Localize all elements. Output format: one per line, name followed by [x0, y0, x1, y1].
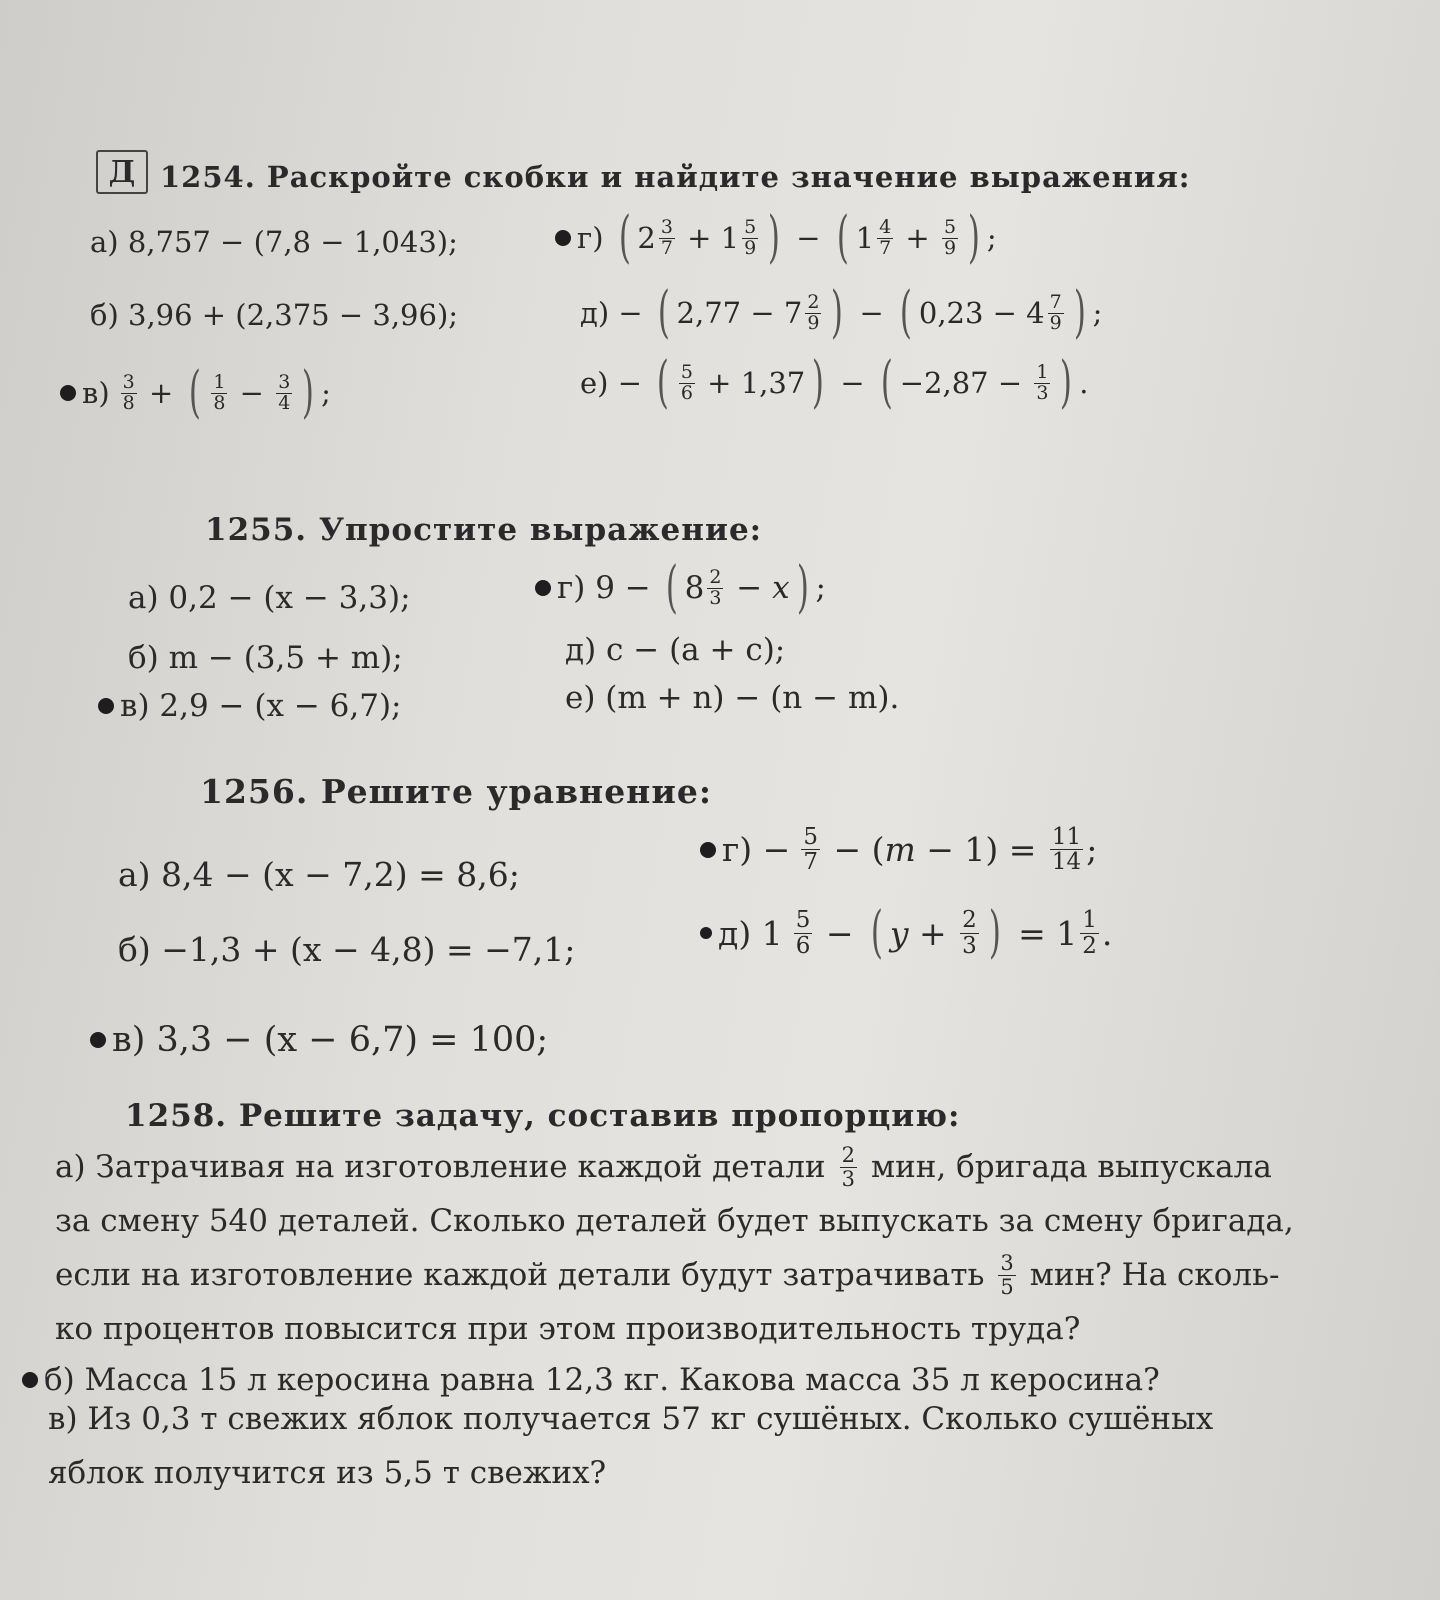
fraction: $\frac{2}{9}$ — [807, 290, 820, 334]
fraction: $\frac{3}{7}$ — [660, 215, 673, 259]
p1255-item-a: а) 0,2 − (x − 3,3); — [128, 580, 411, 616]
section-marker-icon: Д — [96, 150, 148, 194]
p1256-item-d: д) 1 $\frac{5}{6}$ − ( y + $\frac{2}{3}$ ) = 1 $\frac{1}{2}$ . — [700, 905, 1112, 961]
fraction: $\frac{7}{9}$ — [1049, 290, 1062, 334]
mark-dot-icon — [700, 927, 712, 939]
problem-number: 1254. — [160, 160, 256, 194]
p1256-item-v: в) 3,3 − (x − 6,7) = 100; — [90, 1020, 548, 1060]
fraction: $\frac{11}{14}$ — [1051, 824, 1082, 876]
text-line: ко процентов повысится при этом производительность труда? — [55, 1311, 1081, 1347]
mark-dot-icon — [535, 580, 551, 596]
problem-title: Упростите выражение: — [318, 512, 763, 548]
mark-dot-icon — [700, 842, 716, 858]
problem-1258-header — [125, 1098, 960, 1134]
fraction: $\frac{2}{3}$ — [962, 907, 977, 959]
text-line: если на изготовление каждой детали будут затрачивать $\frac{3}{5}$ мин? На сколь- — [55, 1251, 1280, 1299]
fraction: $\frac{1}{8}$ — [213, 370, 226, 414]
fraction: $\frac{3}{5}$ — [1000, 1251, 1014, 1299]
problem-title: Решите задачу, составив пропорцию: — [238, 1098, 961, 1134]
fraction: $\frac{1}{2}$ — [1082, 907, 1097, 959]
fraction: $\frac{5}{9}$ — [943, 215, 957, 259]
fraction: $\frac{5}{9}$ — [744, 215, 757, 259]
text-line: в) Из 0,3 т свежих яблок получается 57 кг сушёных. Сколько сушёных — [48, 1401, 1214, 1437]
mark-dot-icon — [555, 230, 571, 246]
p1254-item-b: б) 3,96 + (2,375 − 3,96); — [90, 298, 459, 332]
p1254-item-g: г) ( 2 $\frac{3}{7}$ + 1 $\frac{5}{9}$ ) − ( 1 $\frac{4}{7}$ + $\frac{5}{9}$ ) ; — [555, 210, 997, 266]
problem-title: Решите уравнение: — [320, 772, 712, 811]
problem-title: Раскройте скобки и найдите значение выражения: — [266, 160, 1191, 194]
p1258-item-b: б) Масса 15 л керосина равна 12,3 кг. Какова масса 35 л керосина? — [22, 1362, 1160, 1398]
fraction: $\frac{5}{6}$ — [795, 907, 811, 959]
p1254-item-e: е) − ( $\frac{5}{6}$ + 1,37 ) − ( −2,87 − $\frac{1}{3}$ ) . — [580, 350, 1089, 415]
p1255-item-e: е) (m + n) − (n − m). — [565, 680, 900, 716]
p1256-item-g: г) − $\frac{5}{7}$ − (m − 1) = $\frac{11}{14}$ ; — [700, 825, 1097, 874]
mark-dot-icon — [90, 1032, 106, 1048]
fraction: $\frac{4}{7}$ — [879, 215, 892, 259]
p1256-item-a: а) 8,4 − (x − 7,2) = 8,6; — [118, 855, 520, 894]
fraction: $\frac{5}{6}$ — [680, 360, 693, 404]
fraction: $\frac{3}{8}$ — [122, 370, 135, 414]
p1258-item-a — [55, 1140, 1294, 1356]
fraction: $\frac{5}{7}$ — [803, 824, 818, 876]
problem-number: 1256. — [200, 772, 309, 811]
fraction: $\frac{1}{3}$ — [1036, 360, 1049, 404]
fraction: $\frac{2}{3}$ — [841, 1143, 855, 1191]
text-line: а) Затрачивая на изготовление каждой детали $\frac{2}{3}$ мин, бригада выпускала — [55, 1143, 1272, 1191]
text-line: яблок получится из 5,5 т свежих? — [48, 1455, 607, 1491]
fraction: $\frac{2}{3}$ — [709, 565, 722, 609]
fraction: $\frac{3}{4}$ — [278, 370, 291, 414]
problem-number: 1255. — [205, 512, 308, 548]
p1254-item-d: д) − ( 2,77 − 7 $\frac{2}{9}$ ) − ( 0,23 − 4 $\frac{7}{9}$ ) ; — [580, 280, 1103, 345]
mark-dot-icon — [22, 1372, 38, 1388]
p1254-item-v: в) $\frac{3}{8}$ + ( $\frac{1}{8}$ − $\frac{3}{4}$ ) ; — [60, 365, 331, 421]
mark-dot-icon — [60, 385, 76, 401]
text-line: за смену 540 деталей. Сколько деталей будет выпускать за смену бригада, — [55, 1203, 1294, 1239]
problem-number: 1258. — [125, 1098, 228, 1134]
problem-1256-header — [200, 772, 712, 811]
p1258-item-v — [48, 1392, 1213, 1500]
p1255-item-v: в) 2,9 − (x − 6,7); — [98, 688, 401, 724]
p1255-item-d: д) c − (a + c); — [565, 632, 786, 668]
p1255-item-g: г) 9 − ( 8 $\frac{2}{3}$ − x ) ; — [535, 560, 826, 616]
p1255-item-b: б) m − (3,5 + m); — [128, 640, 403, 676]
p1254-item-a: а) 8,757 − (7,8 − 1,043); — [90, 225, 458, 259]
mark-dot-icon — [98, 698, 114, 714]
problem-1255-header — [205, 512, 762, 548]
p1256-item-b: б) −1,3 + (x − 4,8) = −7,1; — [118, 930, 576, 969]
problem-1254-header — [160, 160, 1190, 194]
